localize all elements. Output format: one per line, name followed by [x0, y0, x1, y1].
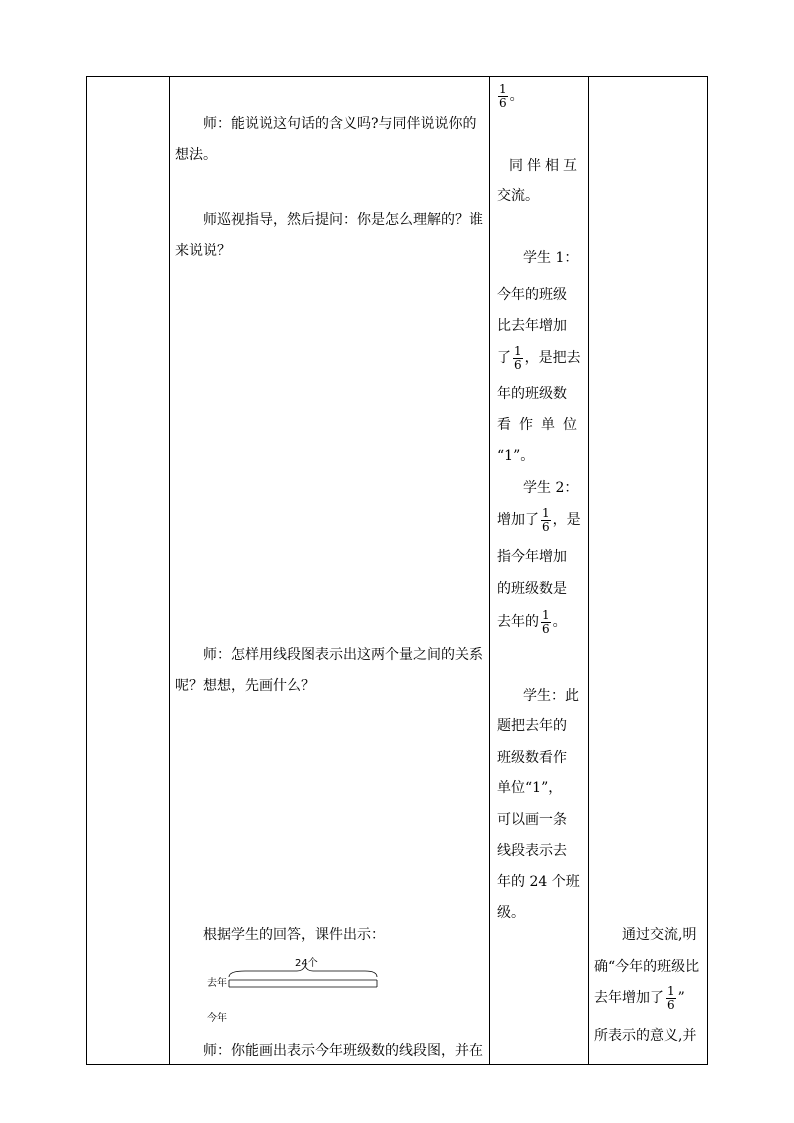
- design-intent-text: 所表示的意义,并: [594, 1028, 697, 1044]
- teacher-prompt-line: 来说说？: [175, 243, 231, 259]
- student-text: 看 作 单 位: [497, 417, 577, 433]
- fraction: $\frac{1}{6}$: [667, 983, 675, 1012]
- teacher-prompt-line: 师巡视指导，然后提问：你是怎么理解的？谁: [203, 212, 483, 228]
- column-divider-2: [489, 77, 490, 1064]
- student-text: 可以画一条: [497, 812, 567, 828]
- student-text: 指今年增加: [497, 549, 567, 565]
- student-text: 比去年增加: [497, 318, 567, 334]
- student-text: 线段表示去: [497, 843, 567, 859]
- column-divider-1: [169, 77, 170, 1064]
- student-text: “1”。: [497, 448, 535, 464]
- student-text: 班级数看作: [497, 750, 567, 766]
- student-text: 了 $\frac{1}{6}$ ，是把去: [497, 343, 581, 372]
- count-label: 24个: [295, 958, 318, 969]
- brace: [229, 966, 377, 977]
- teacher-question-line: 师：能说说这句话的含义吗?与同伴说说你的: [203, 116, 477, 132]
- fraction: $\frac{1}{6}$: [514, 343, 522, 372]
- teacher-question-line: 师：你能画出表示今年班级数的线段图，并在: [203, 1043, 483, 1059]
- student-text: 增加了 $\frac{1}{6}$ ，是: [497, 505, 581, 534]
- fraction-line: $\frac{1}{6}$ 。: [499, 81, 524, 110]
- student-2-label: 学生 2：: [523, 480, 579, 496]
- student-text: 的班级数是: [497, 581, 567, 597]
- student-1-label: 学生 1：: [523, 250, 579, 266]
- teacher-question-line: 呢？想想，先画什么？: [175, 678, 315, 694]
- line-segment-diagram: [205, 958, 385, 1028]
- fraction: $\frac{1}{6}$: [542, 607, 550, 636]
- student-text: 单位“1”，: [497, 780, 563, 796]
- student-text: 今年的班级: [497, 287, 567, 303]
- design-intent-text: 去年增加了 $\frac{1}{6}$ ”: [594, 983, 685, 1012]
- last-year-label: 去年: [207, 978, 227, 989]
- student-text: 交流。: [497, 188, 539, 204]
- design-intent-text: 确“今年的班级比: [594, 959, 700, 975]
- teacher-question-line: 想法。: [175, 147, 217, 163]
- courseware-intro: 根据学生的回答，课件出示：: [203, 927, 385, 943]
- student-text: 同 伴 相 互: [509, 158, 577, 174]
- column-divider-3: [588, 77, 589, 1064]
- design-intent-text: 通过交流,明: [622, 927, 697, 943]
- fraction: $\frac{1}{6}$: [499, 81, 507, 110]
- student-text: 去年的 $\frac{1}{6}$ 。: [497, 607, 567, 636]
- student-text: 年的班级数: [497, 386, 567, 402]
- segment-graphic: [205, 958, 385, 1028]
- student-text: 级。: [497, 905, 525, 921]
- student-3-label: 学生：此: [523, 688, 579, 704]
- this-year-label: 今年: [207, 1013, 227, 1024]
- student-text: 题把去年的: [497, 718, 567, 734]
- student-text: 年的 24 个班: [497, 874, 580, 890]
- fraction: $\frac{1}{6}$: [542, 505, 550, 534]
- teacher-question-line: 师：怎样用线段图表示出这两个量之间的关系: [203, 647, 483, 663]
